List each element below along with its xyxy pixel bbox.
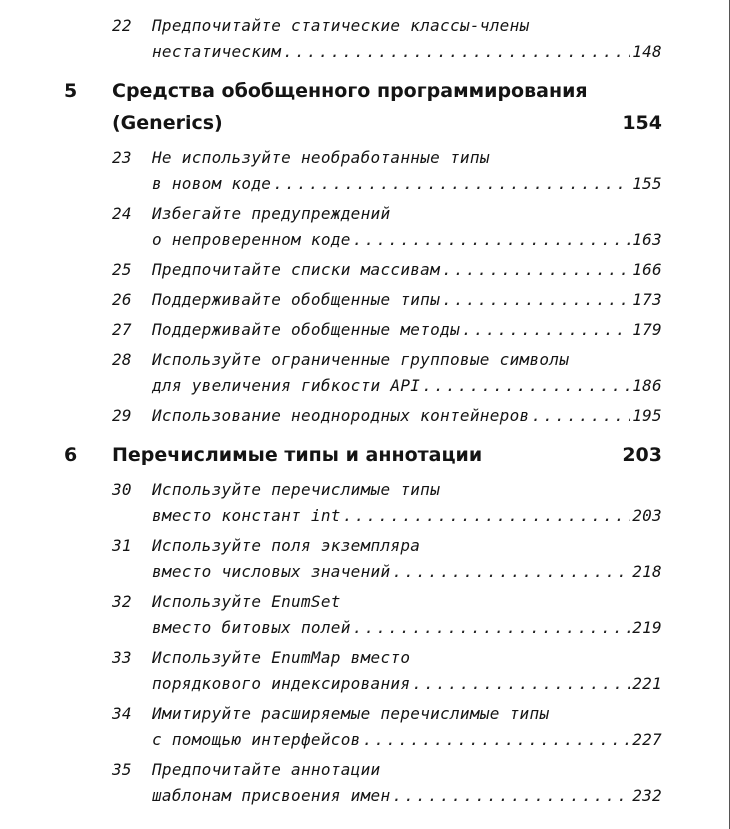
entry-page: 219 bbox=[632, 618, 662, 637]
entry-title-continued: вместо констант int bbox=[152, 506, 341, 525]
entry-number: 23 bbox=[112, 148, 132, 167]
dot-leader bbox=[363, 730, 631, 749]
entry-title-continued: в новом коде bbox=[152, 174, 272, 193]
dot-leader bbox=[353, 618, 631, 637]
dot-leader bbox=[392, 562, 630, 581]
entry-page: 195 bbox=[632, 406, 662, 425]
entry-page: 218 bbox=[632, 562, 662, 581]
entry-number: 24 bbox=[112, 204, 132, 223]
entry-title-continued: нестатическим bbox=[152, 42, 282, 61]
dot-leader bbox=[343, 506, 630, 525]
entry-number: 26 bbox=[112, 290, 132, 309]
entry-title-continued: для увеличения гибкости API bbox=[152, 376, 421, 395]
dot-leader bbox=[442, 290, 630, 309]
entry-title: Предпочитайте статические классы-члены bbox=[152, 16, 530, 35]
entry-page: 155 bbox=[632, 174, 662, 193]
dot-leader bbox=[442, 260, 630, 279]
entry-page: 227 bbox=[632, 730, 662, 749]
chapter-title: Средства обобщенного программирования bbox=[112, 80, 588, 102]
chapter-title-continued: (Generics) bbox=[112, 112, 223, 134]
entry-title-continued: с помощью интерфейсов bbox=[152, 730, 361, 749]
entry-number: 30 bbox=[112, 480, 132, 499]
chapter-page: 154 bbox=[622, 112, 662, 134]
entry-page: 186 bbox=[632, 376, 662, 395]
entry-number: 27 bbox=[112, 320, 132, 339]
entry-title: Поддерживайте обобщенные методы bbox=[152, 320, 460, 339]
entry-page: 148 bbox=[632, 42, 662, 61]
entry-title-continued: вместо числовых значений bbox=[152, 562, 391, 581]
entry-title: Используйте ограниченные групповые символы bbox=[152, 350, 570, 369]
entry-number: 33 bbox=[112, 648, 132, 667]
entry-title: Используйте поля экземпляра bbox=[152, 536, 421, 555]
chapter-number: 6 bbox=[64, 444, 78, 466]
entry-number: 28 bbox=[112, 350, 132, 369]
entry-number: 32 bbox=[112, 592, 132, 611]
entry-title-continued: вместо битовых полей bbox=[152, 618, 351, 637]
entry-title: Избегайте предупреждений bbox=[152, 204, 391, 223]
chapter-number: 5 bbox=[64, 80, 78, 102]
dot-leader bbox=[412, 674, 630, 693]
entry-page: 166 bbox=[632, 260, 662, 279]
entry-page: 173 bbox=[632, 290, 662, 309]
dot-leader bbox=[392, 786, 630, 805]
dot-leader bbox=[283, 42, 630, 61]
entry-page: 203 bbox=[632, 506, 662, 525]
entry-title: Используйте перечислимые типы bbox=[152, 480, 441, 499]
entry-number: 22 bbox=[112, 16, 132, 35]
entry-page: 232 bbox=[632, 786, 662, 805]
entry-number: 25 bbox=[112, 260, 132, 279]
entry-title: Используйте EnumSet bbox=[152, 592, 341, 611]
entry-page: 179 bbox=[632, 320, 662, 339]
dot-leader bbox=[462, 320, 630, 339]
entry-number: 34 bbox=[112, 704, 132, 723]
dot-leader bbox=[531, 406, 630, 425]
entry-title-continued: о непроверенном коде bbox=[152, 230, 351, 249]
entry-number: 35 bbox=[112, 760, 132, 779]
entry-title: Используйте EnumMap вместо bbox=[152, 648, 411, 667]
chapter-page: 203 bbox=[622, 444, 662, 466]
dot-leader bbox=[273, 174, 630, 193]
entry-title: Имитируйте расширяемые перечислимые типы bbox=[152, 704, 550, 723]
entry-title: Предпочитайте аннотации bbox=[152, 760, 381, 779]
dot-leader bbox=[353, 230, 631, 249]
entry-title: Предпочитайте списки массивам bbox=[152, 260, 441, 279]
entry-number: 31 bbox=[112, 536, 132, 555]
chapter-title: Перечислимые типы и аннотации bbox=[112, 444, 483, 466]
entry-page: 221 bbox=[632, 674, 662, 693]
entry-page: 163 bbox=[632, 230, 662, 249]
entry-title: Не используйте необработанные типы bbox=[152, 148, 490, 167]
entry-number: 29 bbox=[112, 406, 132, 425]
dot-leader bbox=[422, 376, 630, 395]
entry-title: Использование неоднородных контейнеров bbox=[152, 406, 530, 425]
entry-title: Поддерживайте обобщенные типы bbox=[152, 290, 441, 309]
entry-title-continued: шаблонам присвоения имен bbox=[152, 786, 391, 805]
entry-title-continued: порядкового индексирования bbox=[152, 674, 411, 693]
